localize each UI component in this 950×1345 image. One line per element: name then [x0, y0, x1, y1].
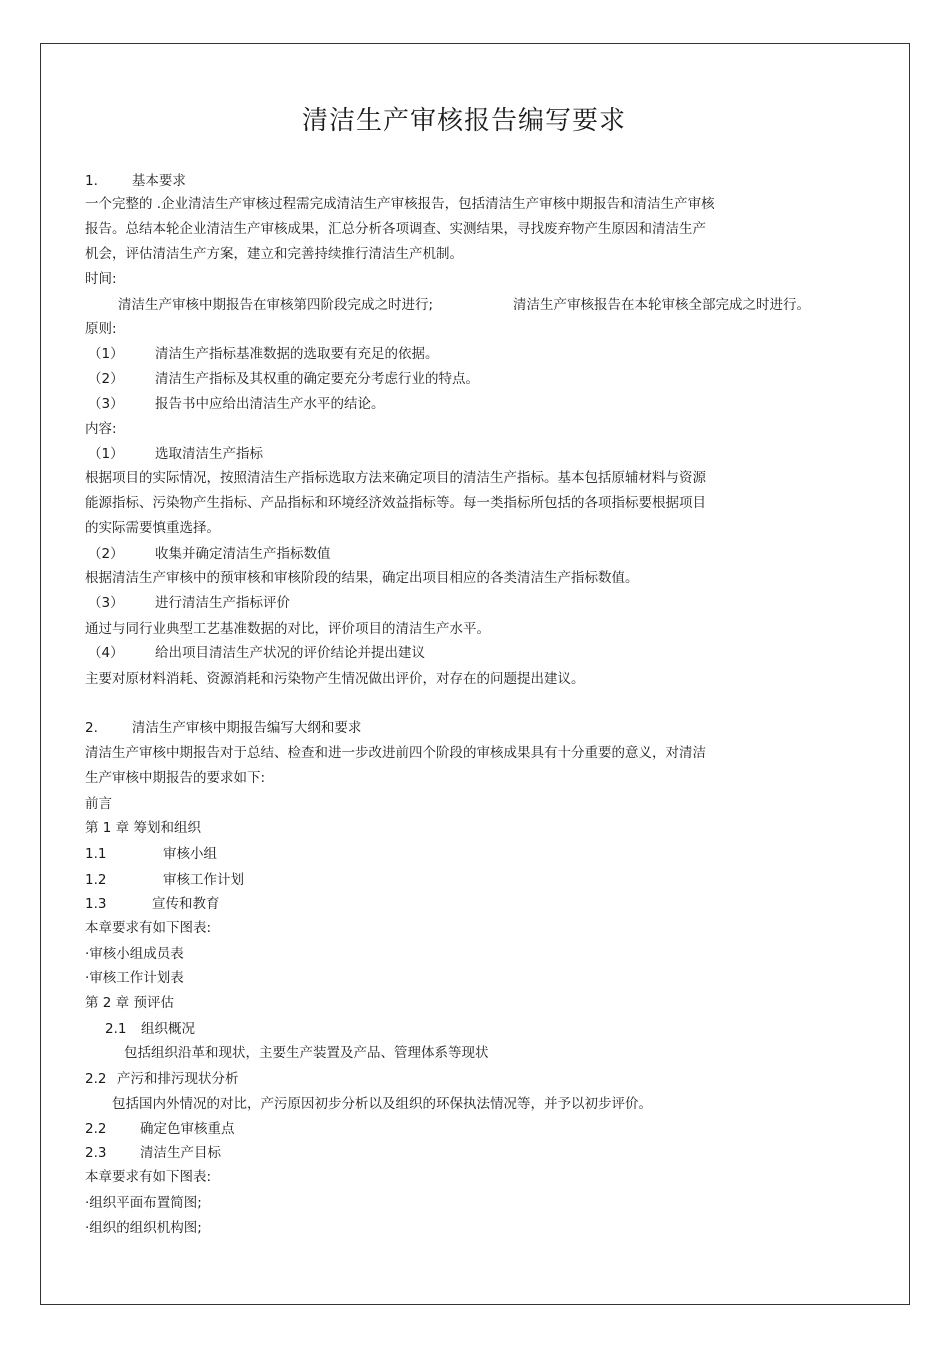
- outline-title: 宣传和教育: [152, 896, 220, 912]
- time-text-a: 清洁生产审核中期报告在审核第四阶段完成之时进行;: [118, 297, 434, 313]
- outline-number: 1.2: [85, 872, 107, 888]
- section-number: 2.: [85, 720, 98, 736]
- principle-text: 报告书中应给出清洁生产水平的结论。: [155, 396, 385, 412]
- section-2-heading: [85, 719, 361, 737]
- content-item-number: （3）: [88, 595, 124, 611]
- outline-title: 清洁生产目标: [140, 1145, 221, 1161]
- paragraph-line: 的实际需要慎重选择。: [85, 520, 220, 536]
- paragraph-line: 根据项目的实际情况，按照清洁生产指标选取方法来确定项目的清洁生产指标。基本包括原辅材料与资源: [85, 470, 706, 486]
- chapter-1-heading: 第 1 章 筹划和组织: [85, 820, 201, 836]
- paragraph-line: 包括组织沿革和现状，主要生产装置及产品、管理体系等现状: [124, 1045, 489, 1061]
- outline-title: 组织概况: [141, 1021, 195, 1037]
- principle-text: 清洁生产指标基准数据的选取要有充足的依据。: [155, 346, 439, 362]
- content-item-number: （1）: [88, 446, 124, 462]
- document-title: 清洁生产审核报告编写要求: [301, 106, 626, 136]
- paragraph-line: 主要对原材料消耗、资源消耗和污染物产生情况做出评价，对存在的问题提出建议。: [85, 671, 585, 687]
- paragraph-line: 一个完整的 .企业清洁生产审核过程需完成清洁生产审核报告，包括清洁生产审核中期报告和清洁生产审核: [85, 196, 715, 212]
- outline-number: 2.1: [105, 1021, 127, 1037]
- requirement-text: 本章要求有如下图表:: [85, 1169, 212, 1185]
- content-item-title: 选取清洁生产指标: [155, 446, 263, 462]
- principle-number: （2）: [88, 371, 124, 387]
- outline-title: 审核工作计划: [163, 872, 244, 888]
- outline-number: 1.3: [85, 896, 107, 912]
- content-item-title: 给出项目清洁生产状况的评价结论并提出建议: [155, 645, 425, 661]
- chapter-2-heading: 第 2 章 预评估: [85, 995, 174, 1011]
- paragraph-line: 根据清洁生产审核中的预审核和审核阶段的结果，确定出项目相应的各类清洁生产指标数值。: [85, 570, 639, 586]
- section-title: 清洁生产审核中期报告编写大纲和要求: [131, 720, 362, 736]
- outline-title: 确定色审核重点: [140, 1121, 235, 1137]
- section-title: 基本要求: [131, 173, 186, 189]
- content-label: 内容:: [85, 421, 117, 437]
- section-1-heading: [85, 172, 186, 190]
- paragraph-line: 清洁生产审核中期报告对于总结、检查和进一步改进前四个阶段的审核成果具有十分重要的意义，对清洁: [85, 745, 706, 761]
- outline-title: 产污和排污现状分析: [117, 1071, 239, 1087]
- preface-heading: 前言: [85, 796, 112, 812]
- section-number: 1.: [85, 173, 98, 189]
- list-item: ·审核工作计划表: [85, 970, 184, 986]
- outline-number: 2.2: [85, 1071, 107, 1087]
- time-text-b: 清洁生产审核报告在本轮审核全部完成之时进行。: [513, 297, 810, 313]
- requirement-text: 本章要求有如下图表:: [85, 920, 212, 936]
- content-item-title: 收集并确定清洁生产指标数值: [155, 546, 331, 562]
- principle-number: （3）: [88, 396, 124, 412]
- outline-number: 2.3: [85, 1145, 107, 1161]
- list-item: ·组织的组织机构图;: [85, 1220, 202, 1236]
- outline-number: 1.1: [85, 846, 107, 862]
- outline-title: 审核小组: [163, 846, 217, 862]
- paragraph-line: 报告。总结本轮企业清洁生产审核成果，汇总分析各项调查、实测结果，寻找废弃物产生原因和清洁生产: [85, 221, 706, 237]
- paragraph-line: 通过与同行业典型工艺基准数据的对比，评价项目的清洁生产水平。: [85, 621, 490, 637]
- principle-number: （1）: [88, 346, 124, 362]
- principle-text: 清洁生产指标及其权重的确定要充分考虑行业的特点。: [155, 371, 479, 387]
- list-item: ·审核小组成员表: [85, 946, 184, 962]
- paragraph-line: 机会，评估清洁生产方案，建立和完善持续推行清洁生产机制。: [85, 246, 463, 262]
- paragraph-line: 能源指标、污染物产生指标、产品指标和环境经济效益指标等。每一类指标所包括的各项指标要根据项目: [85, 495, 706, 511]
- content-item-number: （4）: [88, 645, 124, 661]
- list-item: ·组织平面布置简图;: [85, 1195, 202, 1211]
- principle-label: 原则:: [85, 321, 117, 337]
- time-label: 时间:: [85, 271, 117, 287]
- content-item-title: 进行清洁生产指标评价: [155, 595, 290, 611]
- outline-number: 2.2: [85, 1121, 107, 1137]
- content-item-number: （2）: [88, 546, 124, 562]
- paragraph-line: 包括国内外情况的对比，产污原因初步分析以及组织的环保执法情况等，并予以初步评价。: [112, 1096, 652, 1112]
- paragraph-line: 生产审核中期报告的要求如下:: [85, 770, 266, 786]
